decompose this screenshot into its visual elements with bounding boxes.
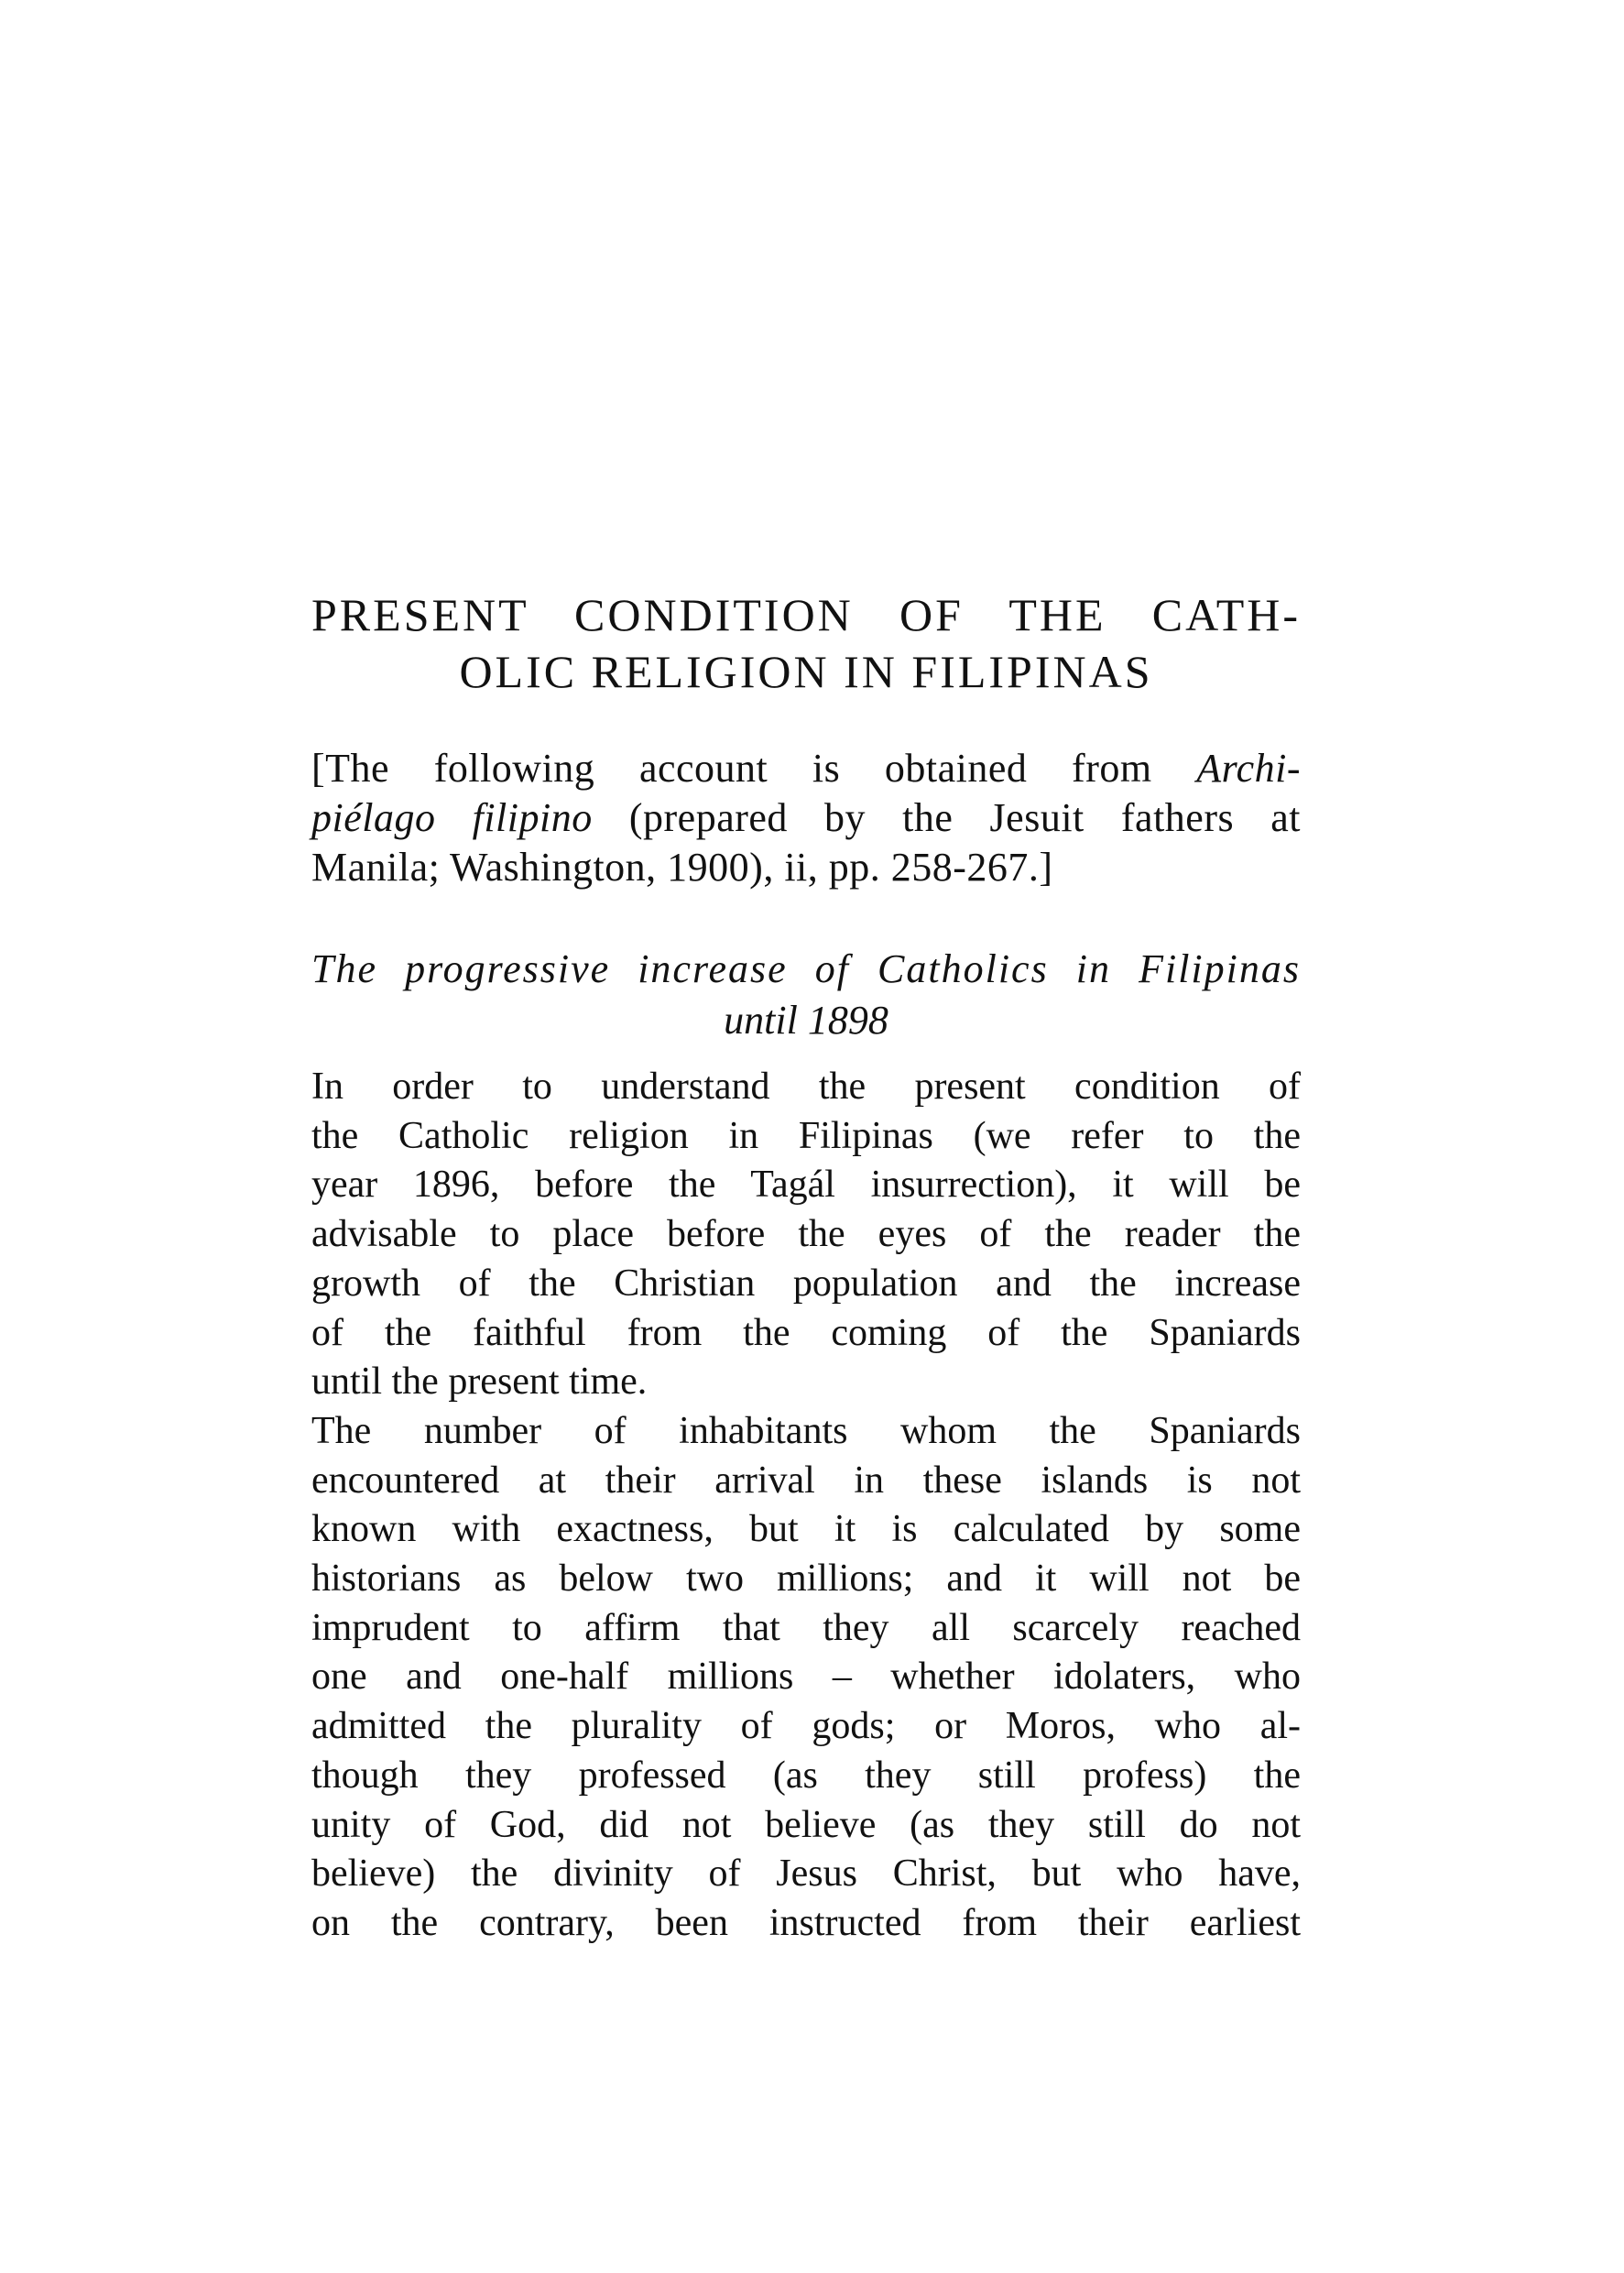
text-line: historians as below two millions; and it will not be bbox=[311, 1557, 1301, 1601]
section-heading bbox=[311, 944, 1301, 1046]
section-heading-line: The progressive increase of Catholics in Filipinas bbox=[311, 946, 1301, 991]
text-line: unity of God, did not believe (as they still do not bbox=[311, 1803, 1301, 1846]
paragraph bbox=[311, 1063, 1301, 1407]
text-line: imprudent to affirm that they all scarcely reached bbox=[311, 1606, 1301, 1649]
text-line: known with exactness, but it is calculated by some bbox=[311, 1508, 1301, 1551]
title-line: PRESENT CONDITION OF THE CATH- bbox=[311, 589, 1301, 640]
text-line: encountered at their arrival in these islands is not bbox=[311, 1459, 1301, 1502]
section-heading-line: until 1898 bbox=[724, 998, 888, 1043]
text-line: In order to understand the present condition of bbox=[311, 1065, 1301, 1108]
page-title bbox=[311, 586, 1301, 700]
text-line: the Catholic religion in Filipinas (we refer to the bbox=[311, 1114, 1301, 1157]
text-line: advisable to place before the eyes of the reader the bbox=[311, 1213, 1301, 1256]
paragraph bbox=[311, 1407, 1301, 1949]
title-line: OLIC RELIGION IN FILIPINAS bbox=[459, 646, 1153, 697]
note-text: [The following account is obtained from bbox=[311, 746, 1197, 791]
body-text bbox=[311, 1063, 1301, 1949]
note-line bbox=[311, 793, 1301, 843]
note-line: Manila; Washington, 1900), ii, pp. 258-267.] bbox=[311, 845, 1053, 890]
text-line: year 1896, before the Tagál insurrection), it will be bbox=[311, 1164, 1301, 1207]
text-line: The number of inhabitants whom the Spaniards bbox=[311, 1409, 1301, 1452]
text-line: of the faithful from the coming of the Spaniards bbox=[311, 1311, 1301, 1354]
text-line: though they professed (as they still profess) the bbox=[311, 1754, 1301, 1797]
text-line: on the contrary, been instructed from their earliest bbox=[311, 1901, 1301, 1944]
note-italic-title: piélago filipino bbox=[311, 795, 593, 840]
text-line: admitted the plurality of gods; or Moros, who al- bbox=[311, 1705, 1301, 1748]
note-text: (prepared by the Jesuit fathers at bbox=[592, 795, 1301, 840]
text-line: one and one-half millions – whether idolaters, who bbox=[311, 1656, 1301, 1699]
text-line: until the present time. bbox=[311, 1361, 648, 1404]
editorial-note bbox=[311, 744, 1301, 892]
text-line: growth of the Christian population and the increase bbox=[311, 1262, 1301, 1305]
note-italic-title: Archi- bbox=[1196, 746, 1301, 791]
text-line: believe) the divinity of Jesus Christ, but who have, bbox=[311, 1852, 1301, 1896]
note-line bbox=[311, 744, 1301, 793]
